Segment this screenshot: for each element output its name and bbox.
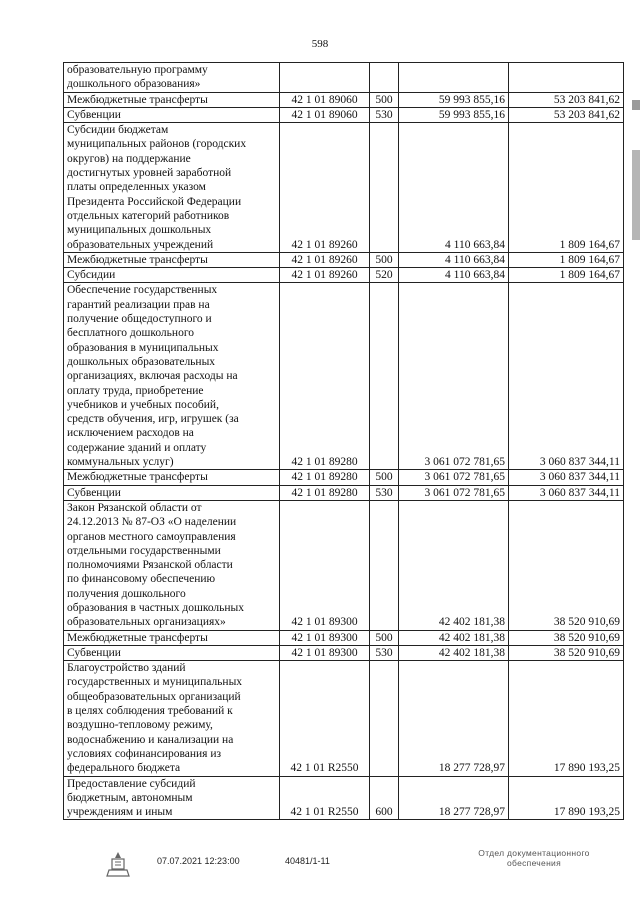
row-expense-type-cell: 500	[370, 630, 399, 645]
row-value-2021-cell: 4 110 663,84	[399, 252, 509, 267]
row-value-2022-cell: 38 520 910,69	[509, 630, 624, 645]
row-value-2022-cell: 3 060 837 344,11	[509, 485, 624, 500]
row-value-2022-cell	[509, 63, 624, 93]
row-value-2022-cell: 3 060 837 344,11	[509, 470, 624, 485]
row-code-cell: 42 1 01 89280	[280, 283, 370, 470]
row-code-cell	[280, 63, 370, 93]
row-value-2021-cell	[399, 63, 509, 93]
row-code-cell: 42 1 01 R2550	[280, 661, 370, 776]
row-expense-type-cell: 500	[370, 470, 399, 485]
row-value-2021-cell: 59 993 855,16	[399, 92, 509, 107]
row-code-cell: 42 1 01 89280	[280, 485, 370, 500]
row-code-cell: 42 1 01 89300	[280, 630, 370, 645]
table-row	[64, 776, 624, 820]
row-expense-type-cell	[370, 123, 399, 253]
row-value-2021-cell: 18 277 728,97	[399, 776, 509, 820]
row-code-cell: 42 1 01 89260	[280, 268, 370, 283]
row-name-cell: Закон Рязанской области от 24.12.2013 № 87-ОЗ «О наделении органов местного самоуправления отдельными государственными полномочиями Рязанской области по финансовому обеспечению получения дошкольного образования в частных дошкольных образовательных организациях»	[64, 500, 280, 630]
row-name-cell: Субвенции	[64, 645, 280, 660]
footer-stamp: Отдел документационного обеспечения	[478, 848, 590, 868]
row-code-cell: 42 1 01 R2550	[280, 776, 370, 820]
row-value-2021-cell: 3 061 072 781,65	[399, 283, 509, 470]
footer-document-id: 40481/1-11	[285, 856, 330, 866]
table-row	[64, 470, 624, 485]
table-row	[64, 92, 624, 107]
row-value-2022-cell: 38 520 910,69	[509, 500, 624, 630]
row-code-cell: 42 1 01 89300	[280, 645, 370, 660]
row-value-2021-cell: 42 402 181,38	[399, 500, 509, 630]
row-expense-type-cell	[370, 500, 399, 630]
page-number: 598	[311, 38, 329, 50]
row-name-cell: Обеспечение государственных гарантий реализации прав на получение общедоступного и бесплатного дошкольного образования в муниципальных дошкольных образовательных организациях, включая расходы на оплату труда, приобретение учебников и учебных пособий, средств обучения, игр, игрушек (за исключением расходов на содержание зданий и оплату коммунальных услуг)	[64, 283, 280, 470]
table-row	[64, 107, 624, 122]
row-expense-type-cell	[370, 63, 399, 93]
row-code-cell: 42 1 01 89260	[280, 123, 370, 253]
scan-edge-mark	[632, 150, 640, 240]
row-expense-type-cell	[370, 661, 399, 776]
row-name-cell: Предоставление субсидий бюджетным, автономным учреждениям и иным	[64, 776, 280, 820]
row-name-cell: Субсидии бюджетам муниципальных районов (городских округов) на поддержание достигнутых уровней заработной платы определенных указом Президента Российской Федерации отдельных категорий работников муниципальных дошкольных образовательных учреждений	[64, 123, 280, 253]
row-name-cell: Межбюджетные трансферты	[64, 630, 280, 645]
row-expense-type-cell: 530	[370, 645, 399, 660]
budget-table	[63, 62, 624, 820]
row-value-2021-cell: 4 110 663,84	[399, 268, 509, 283]
row-code-cell: 42 1 01 89300	[280, 500, 370, 630]
table-row	[64, 661, 624, 776]
row-name-cell: Межбюджетные трансферты	[64, 92, 280, 107]
footer-datetime: 07.07.2021 12:23:00	[157, 856, 240, 866]
table-row	[64, 645, 624, 660]
row-value-2022-cell: 3 060 837 344,11	[509, 283, 624, 470]
row-value-2022-cell: 1 809 164,67	[509, 123, 624, 253]
table-row	[64, 123, 624, 253]
budget-table-body	[64, 63, 624, 820]
row-name-cell: образовательную программу дошкольного образования»	[64, 63, 280, 93]
row-value-2022-cell: 1 809 164,67	[509, 252, 624, 267]
row-name-cell: Межбюджетные трансферты	[64, 252, 280, 267]
row-value-2021-cell: 3 061 072 781,65	[399, 470, 509, 485]
row-expense-type-cell: 530	[370, 107, 399, 122]
row-expense-type-cell: 530	[370, 485, 399, 500]
row-code-cell: 42 1 01 89060	[280, 107, 370, 122]
table-row	[64, 485, 624, 500]
row-value-2022-cell: 38 520 910,69	[509, 645, 624, 660]
row-expense-type-cell: 500	[370, 92, 399, 107]
scan-edge-mark	[632, 100, 640, 110]
row-value-2021-cell: 3 061 072 781,65	[399, 485, 509, 500]
emblem-icon	[103, 850, 133, 880]
row-code-cell: 42 1 01 89260	[280, 252, 370, 267]
row-value-2022-cell: 53 203 841,62	[509, 107, 624, 122]
row-name-cell: Межбюджетные трансферты	[64, 470, 280, 485]
row-expense-type-cell: 520	[370, 268, 399, 283]
row-value-2021-cell: 42 402 181,38	[399, 645, 509, 660]
table-row	[64, 500, 624, 630]
row-expense-type-cell: 500	[370, 252, 399, 267]
table-row	[64, 283, 624, 470]
row-value-2021-cell: 4 110 663,84	[399, 123, 509, 253]
row-name-cell: Субвенции	[64, 485, 280, 500]
row-value-2022-cell: 17 890 193,25	[509, 661, 624, 776]
row-name-cell: Субсидии	[64, 268, 280, 283]
row-value-2021-cell: 42 402 181,38	[399, 630, 509, 645]
row-value-2022-cell: 1 809 164,67	[509, 268, 624, 283]
row-name-cell: Благоустройство зданий государственных и муниципальных общеобразовательных организаций в целях соблюдения требований к воздушно-тепловому режиму, водоснабжению и канализации на условиях софинансирования из федерального бюджета	[64, 661, 280, 776]
row-code-cell: 42 1 01 89280	[280, 470, 370, 485]
row-value-2021-cell: 59 993 855,16	[399, 107, 509, 122]
row-value-2021-cell: 18 277 728,97	[399, 661, 509, 776]
row-value-2022-cell: 53 203 841,62	[509, 92, 624, 107]
row-value-2022-cell: 17 890 193,25	[509, 776, 624, 820]
row-name-cell: Субвенции	[64, 107, 280, 122]
row-expense-type-cell: 600	[370, 776, 399, 820]
table-row	[64, 268, 624, 283]
table-row	[64, 252, 624, 267]
table-row	[64, 63, 624, 93]
row-expense-type-cell	[370, 283, 399, 470]
row-code-cell: 42 1 01 89060	[280, 92, 370, 107]
table-row	[64, 630, 624, 645]
